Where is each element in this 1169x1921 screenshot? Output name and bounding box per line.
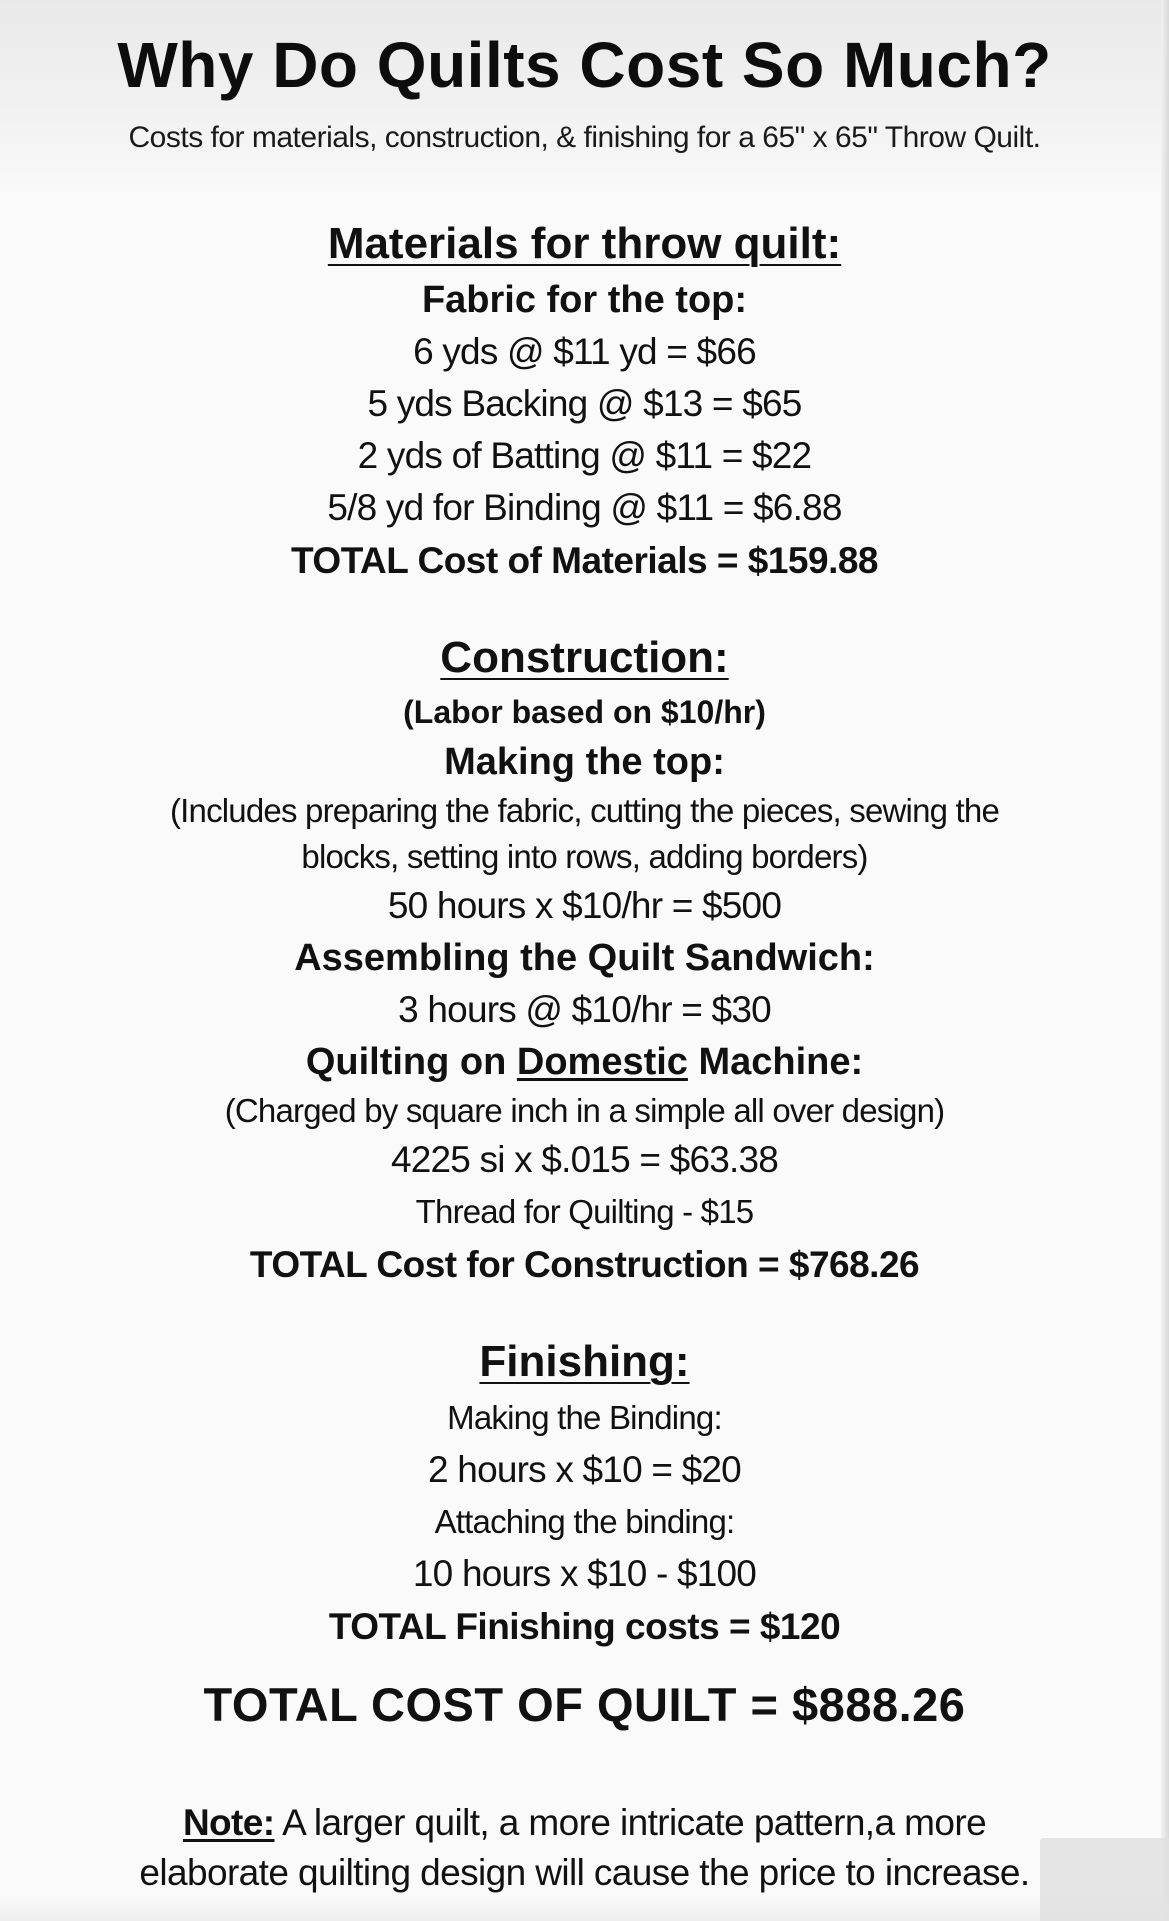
assembling-calc: 3 hours @ $10/hr = $30 [398,989,771,1030]
construction-total: TOTAL Cost for Construction = $768.26 [249,1244,920,1285]
assembling-heading: Assembling the Quilt Sandwich: [294,937,875,979]
construction-heading: Construction: [440,633,729,682]
note-text-1: A larger quilt, a more intricate pattern,a more [274,1802,987,1843]
note-line-1 [0,1798,1169,1848]
cost-breakdown [0,214,1169,1740]
making-top-calc: 50 hours x $10/hr = $500 [387,885,782,926]
quilting-calc: 4225 si x $.015 = $63.38 [390,1139,779,1180]
fabric-top-heading: Fabric for the top: [421,279,748,321]
labor-basis-note: (Labor based on $10/hr) [403,694,766,730]
note-block [0,1798,1169,1898]
materials-line: 2 yds of Batting @ $11 = $22 [357,435,812,476]
quilting-heading [0,1036,1169,1088]
materials-line: 6 yds @ $11 yd = $66 [413,331,756,372]
making-top-description: (Includes preparing the fabric, cutting the pieces, sewing the [169,792,1000,829]
section-spacer [0,1654,1169,1670]
materials-line: 5 yds Backing @ $13 = $65 [367,383,802,424]
bottom-fade [0,1895,1169,1921]
finishing-heading: Finishing: [479,1337,690,1386]
making-binding-calc: 2 hours x $10 = $20 [428,1449,741,1490]
thread-cost: Thread for Quilting - $15 [415,1193,754,1230]
materials-total: TOTAL Cost of Materials = $159.88 [290,540,879,581]
making-binding-label: Making the Binding: [447,1399,722,1436]
making-top-heading: Making the top: [444,741,725,783]
quilting-heading-prefix: Quilting on [305,1041,517,1083]
section-spacer [0,588,1169,628]
finishing-total: TOTAL Finishing costs = $120 [328,1606,841,1647]
making-top-description-cont: blocks, setting into rows, adding borders) [301,838,868,875]
finishing-section [0,1332,1169,1654]
corner-overlay [1040,1838,1169,1921]
note-line-2: elaborate quilting design will cause the price to increase. [139,1852,1030,1893]
materials-section [0,214,1169,588]
section-spacer [0,1292,1169,1332]
grand-total: TOTAL COST OF QUILT = $888.26 [203,1678,966,1731]
attaching-binding-label: Attaching the binding: [434,1503,735,1540]
materials-heading: Materials for throw quilt: [327,219,842,268]
page-title: Why Do Quilts Cost So Much? [117,29,1052,101]
quilting-description: (Charged by square inch in a simple all over design) [224,1092,945,1129]
quilting-heading-suffix: Machine: [687,1041,864,1083]
quilting-heading-domestic: Domestic [516,1041,688,1083]
construction-section [0,628,1169,1292]
materials-line: 5/8 yd for Binding @ $11 = $6.88 [327,487,842,528]
note-label: Note: [182,1802,275,1843]
page-subtitle: Costs for materials, construction, & finishing for a 65" x 65" Throw Quilt. [128,121,1041,154]
attaching-binding-calc: 10 hours x $10 - $100 [412,1553,757,1594]
